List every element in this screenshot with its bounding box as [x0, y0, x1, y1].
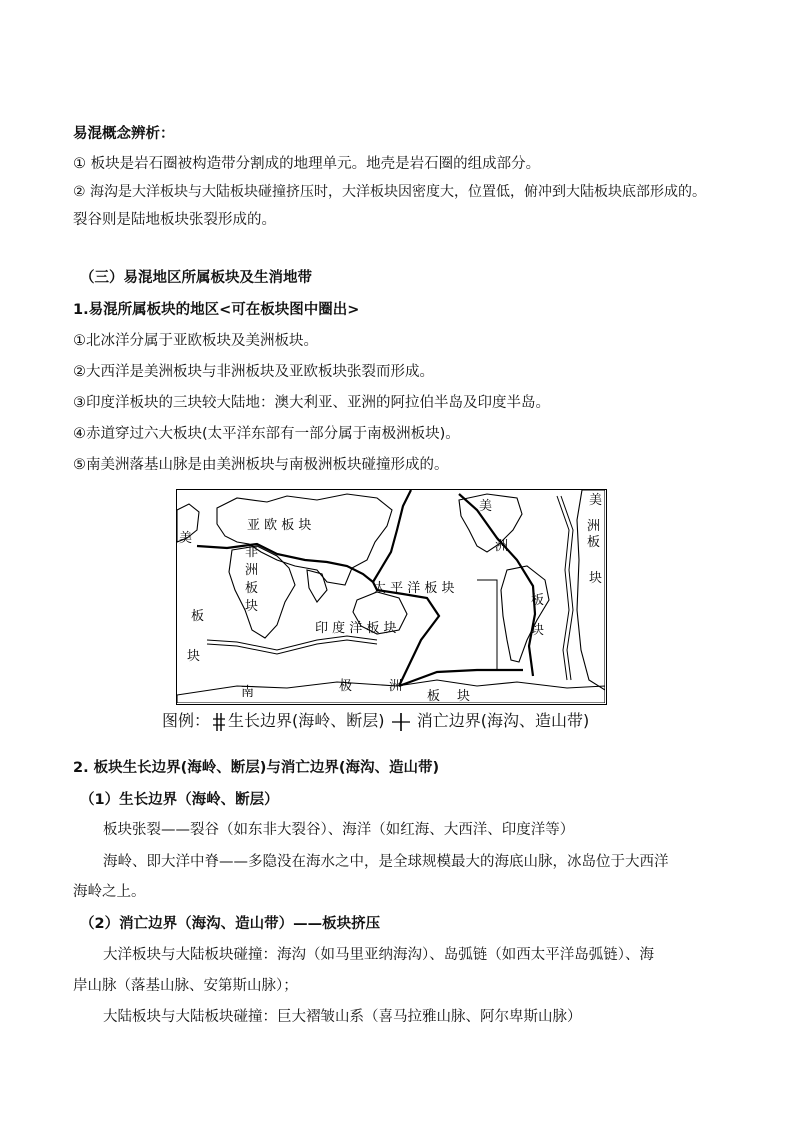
india-outline: [307, 570, 327, 602]
section-title: （三）易混地区所属板块及生消地带: [80, 270, 312, 286]
label-africa-3: 板: [245, 581, 259, 596]
label-eurasia-plate: 亚 欧 板 块: [247, 518, 312, 533]
text-line: 岸山脉（落基山脉、安第斯山脉）；: [73, 978, 298, 994]
label-america-right-3: 板: [587, 535, 601, 550]
label-america-mid-2: 洲: [495, 539, 509, 554]
label-america-mid-1: 美: [479, 499, 493, 514]
plate-boundary-map: [176, 489, 607, 705]
legend-prefix: 图例：: [162, 711, 211, 730]
label-antarctic-4: 板: [427, 689, 441, 703]
text-line: 大洋板块与大陆板块碰撞：海沟（如马里亚纳海沟）、岛弧链（如西太平洋岛弧链）、海: [103, 947, 654, 963]
label-africa-2: 洲: [245, 563, 259, 578]
label-america-mid-4: 块: [531, 623, 545, 638]
legend-subduction-label: 消亡边界(海沟、造山带): [416, 711, 590, 730]
label-antarctic-3: 洲: [389, 679, 403, 694]
section-title-boundaries: 2. 板块生长边界(海岭、断层)与消亡边界(海沟、造山带): [73, 760, 440, 776]
growth-boundary-title: （1）生长边界（海岭、断层）: [80, 792, 279, 808]
list-item: ①北冰洋分属于亚欧板块及美洲板块。: [73, 333, 318, 349]
world-map-svg: [177, 490, 605, 703]
label-africa-1: 非: [245, 545, 259, 560]
text-line: 海岭、即大洋中脊——多隐没在海水之中，是全球规模最大的海底山脉，冰岛位于大西洋: [103, 854, 669, 870]
list-item: ④赤道穿过六大板块(太平洋东部有一部分属于南极洲板块)。: [73, 426, 460, 442]
growth-boundary-icon: [210, 712, 228, 732]
label-indian-plate: 印 度 洋 板 块: [315, 621, 397, 636]
list-item: ③印度洋板块的三块较大陆地：澳大利亚、亚洲的阿拉伯半岛及印度半岛。: [73, 395, 550, 411]
label-america-right-2: 洲: [587, 519, 601, 534]
label-antarctic-5: 块: [457, 689, 471, 703]
label-antarctic-1: 南: [241, 685, 255, 700]
text-line: 大陆板块与大陆板块碰撞：巨大褶皱山系（喜马拉雅山脉、阿尔卑斯山脉）: [103, 1009, 582, 1025]
text-line: 海岭之上。: [73, 884, 146, 900]
east-pacific-rise: [477, 580, 497, 670]
label-america-left-4: 块: [187, 649, 201, 664]
label-antarctic-2: 极: [339, 679, 353, 694]
southwest-indian-ridge: [207, 636, 377, 650]
text-line: ② 海沟是大洋板块与大陆板块碰撞挤压时，大洋板块因密度大，位置低，俯冲到大陆板块底部形成的。: [73, 184, 706, 200]
south-america-outline: [501, 566, 549, 662]
label-america-right-4: 块: [589, 571, 603, 586]
subduction-boundary-icon: [390, 712, 412, 732]
section-heading-confusing-concepts: 易混概念辨析：: [73, 126, 175, 142]
map-legend: [162, 710, 589, 732]
label-america-left-3: 板: [191, 609, 205, 624]
list-item: ⑤南美洲落基山脉是由美洲板块与南极洲板块碰撞形成的。: [73, 457, 449, 473]
label-america-right-1: 美: [589, 493, 603, 508]
list-item: ②大西洋是美洲板块与非洲板块及亚欧板块张裂而形成。: [73, 364, 434, 380]
africa-outline: [229, 546, 295, 638]
label-america-left-1: 美: [179, 531, 193, 546]
text-line: 板块张裂——裂谷（如东非大裂谷）、海洋（如红海、大西洋、印度洋等）: [103, 822, 575, 838]
label-pacific-plate: 太 平 洋 板 块: [373, 581, 455, 596]
label-america-mid-3: 板: [531, 593, 545, 608]
subduction-boundary-title: （2）消亡边界（海沟、造山带）——板块挤压: [80, 916, 381, 932]
text-line: 裂谷则是陆地板块张裂形成的。: [73, 212, 276, 228]
section-subtitle: 1.易混所属板块的地区<可在板块图中圈出>: [73, 302, 360, 318]
west-pacific-boundary: [373, 490, 411, 582]
label-africa-4: 块: [245, 599, 259, 614]
eurasia-outline: [217, 494, 392, 585]
text-line: ① 板块是岩石圈被构造带分割成的地理单元。地壳是岩石圈的组成部分。: [73, 156, 541, 172]
legend-growth-label: 生长边界(海岭、断层): [228, 711, 385, 730]
